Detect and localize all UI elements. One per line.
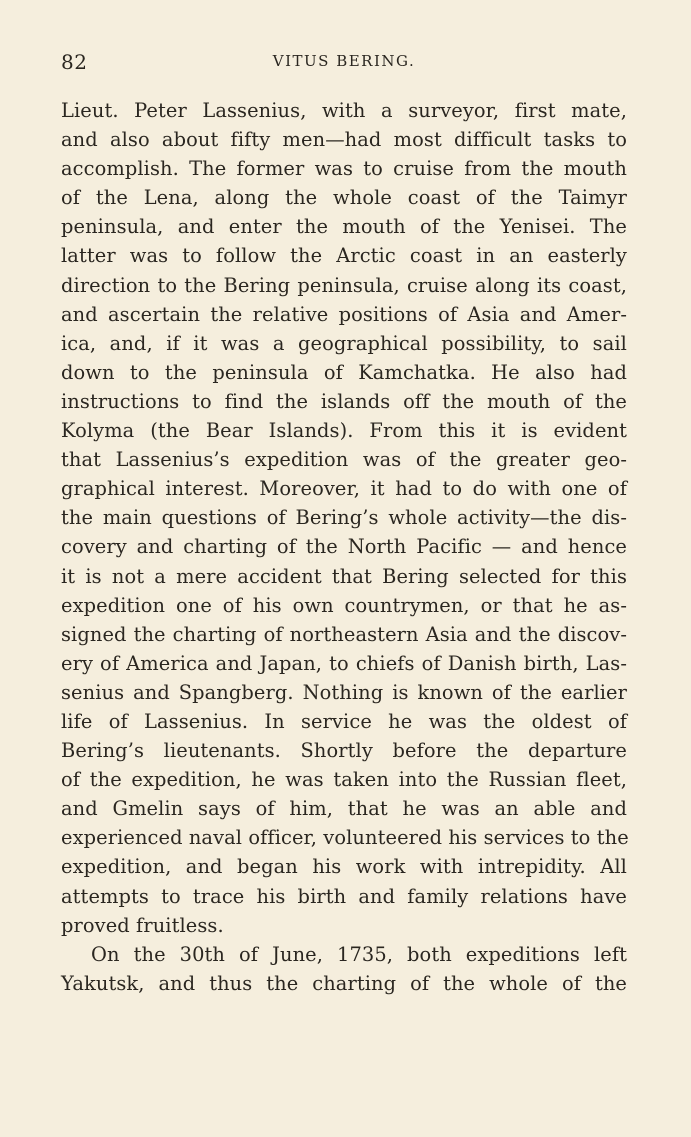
text-line: Yakutsk, and thus the charting of the whole of the	[61, 971, 627, 995]
text-line: proved fruitless.	[61, 913, 224, 937]
text-line: On the 30th of June, 1735, both expeditions left	[91, 942, 627, 966]
text-line: that Lassenius’s expedition was of the greater geo-	[61, 448, 627, 472]
text-line: and also about fifty men—had most difficult tasks to	[61, 128, 627, 152]
text-line: experienced naval officer, volunteered his services to the	[61, 826, 629, 850]
text-line: ery of America and Japan, to chiefs of Danish birth, Las-	[61, 651, 627, 675]
text-line: senius and Spangberg. Nothing is known of the earlier	[61, 680, 627, 704]
text-line: of the expedition, he was taken into the Russian fleet,	[61, 768, 627, 792]
text-line: the main questions of Bering’s whole activity—the dis-	[61, 506, 627, 530]
text-line: Lieut. Peter Lassenius, with a surveyor, first mate,	[61, 99, 627, 122]
text-line: it is not a mere accident that Bering selected for this	[61, 564, 627, 588]
page-number: 82	[61, 50, 88, 74]
running-head	[61, 50, 627, 78]
text-line: and Gmelin says of him, that he was an able and	[61, 797, 627, 821]
text-line: signed the charting of northeastern Asia and the discov-	[61, 622, 627, 646]
text-line: life of Lassenius. In service he was the oldest of	[61, 709, 627, 733]
running-title: VITUS BERING.	[272, 52, 416, 70]
text-line: instructions to find the islands off the mouth of the	[61, 389, 627, 413]
text-line: peninsula, and enter the mouth of the Yenisei. The	[61, 215, 627, 239]
text-line: down to the peninsula of Kamchatka. He also had	[61, 360, 627, 384]
text-line: graphical interest. Moreover, it had to do with one of	[61, 477, 627, 501]
text-line: covery and charting of the North Pacific — and hence	[61, 535, 627, 559]
text-line: Kolyma (the Bear Islands). From this it is evident	[61, 419, 627, 443]
body-text	[61, 96, 627, 998]
text-line: of the Lena, along the whole coast of the Taimyr	[61, 186, 627, 210]
text-line: Bering’s lieutenants. Shortly before the departure	[61, 739, 627, 763]
text-line: expedition one of his own countrymen, or that he as-	[61, 593, 627, 617]
text-line: direction to the Bering peninsula, cruise along its coast,	[61, 273, 627, 297]
text-line: and ascertain the relative positions of Asia and Amer-	[61, 302, 627, 326]
text-line: ica, and, if it was a geographical possibility, to sail	[61, 331, 627, 355]
text-line: latter was to follow the Arctic coast in an easterly	[61, 244, 627, 268]
text-line: accomplish. The former was to cruise from the mouth	[61, 157, 627, 181]
text-line: expedition, and began his work with intrepidity. All	[61, 855, 627, 879]
text-line: attempts to trace his birth and family relations have	[61, 884, 627, 908]
